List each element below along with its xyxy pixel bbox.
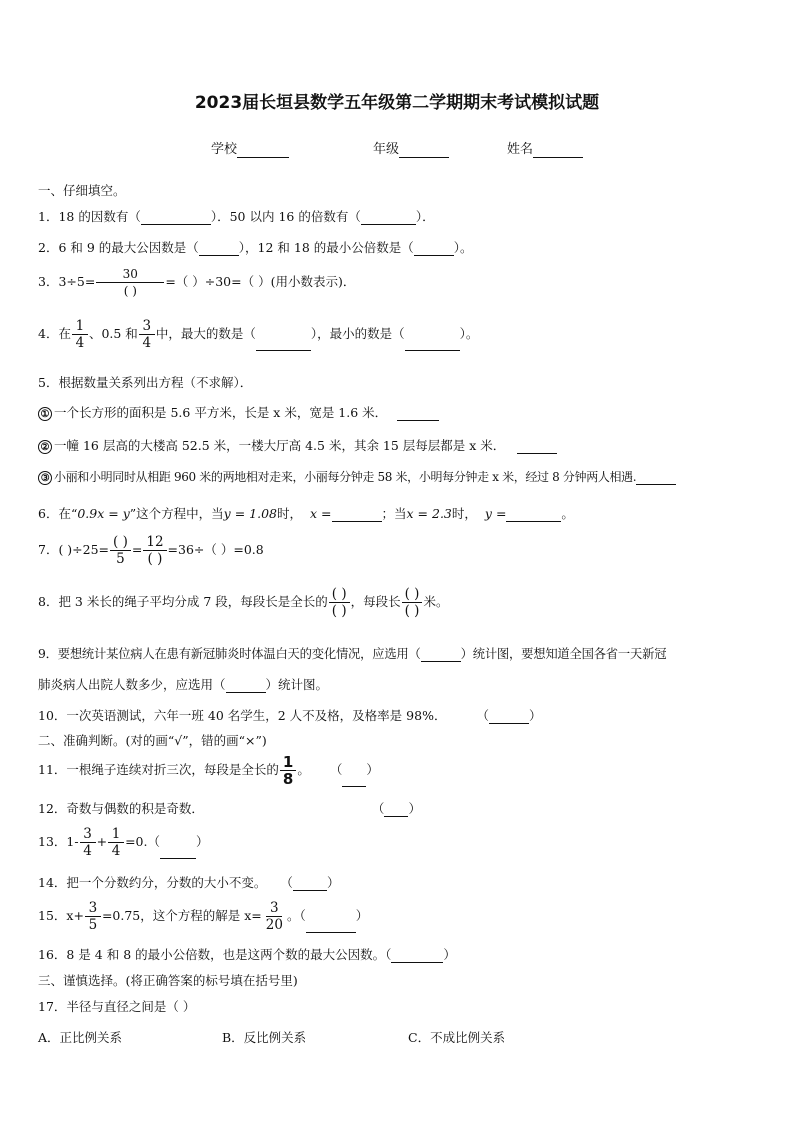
q13-f1-den: 4 bbox=[83, 843, 92, 859]
q16-paren-close: ） bbox=[443, 947, 456, 962]
q4-text-b: 、0.5 和 bbox=[88, 326, 138, 341]
q9-text-a: 9．要想统计某位病人在患有新冠肺炎时体温白天的变化情况，应选用（ bbox=[38, 647, 421, 661]
q8-text-a: 8．把 3 米长的绳子平均分成 7 段，每段长是全长的 bbox=[38, 594, 328, 609]
q1-text-b: ）．50 以内 16 的倍数有（ bbox=[210, 209, 361, 224]
q6-y-label: y = bbox=[484, 506, 507, 521]
q6-blank-2[interactable] bbox=[506, 507, 561, 522]
grade-blank[interactable] bbox=[399, 142, 449, 158]
q6-text-e: 时， bbox=[451, 506, 477, 521]
q4-text-a: 4．在 bbox=[38, 326, 71, 341]
q8-fraction-1[interactable] bbox=[329, 586, 350, 619]
question-14 bbox=[38, 875, 339, 891]
q12-paren-close: ） bbox=[408, 801, 421, 816]
q11-fraction bbox=[280, 754, 296, 787]
q5-text-2: 一幢 16 层高的大楼高 52.5 米，一楼大厅高 4.5 米，其余 15 层每层都是 x 米． bbox=[54, 438, 506, 453]
q1-blank-2[interactable] bbox=[361, 210, 416, 225]
q13-f1-num: 3 bbox=[80, 826, 96, 843]
q7-text-c: =36÷（ ）=0.8 bbox=[167, 542, 264, 557]
q3-frac-num: 30 bbox=[96, 266, 164, 283]
question-4 bbox=[38, 318, 478, 351]
question-5-item-3 bbox=[38, 469, 676, 485]
q4-blank-2[interactable] bbox=[405, 336, 460, 351]
q9-blank-1[interactable] bbox=[421, 647, 461, 662]
q8-f2-num[interactable]: ( ) bbox=[402, 586, 423, 603]
q6-text-f: 。 bbox=[561, 506, 574, 521]
q3-text-a: 3．3÷5= bbox=[38, 274, 96, 289]
section-2-heading: 二、准确判断。(对的画“√”，错的画“×”) bbox=[38, 733, 267, 748]
q3-frac-den[interactable]: ( ) bbox=[123, 284, 137, 298]
q15-text-b: =0.75，这个方程的解是 x= bbox=[101, 908, 262, 923]
q17-option-c[interactable]: C．不成比例关系 bbox=[408, 1030, 506, 1045]
q2-blank-1[interactable] bbox=[199, 241, 239, 256]
page-title: 2023届长垣县数学五年级第二学期期末考试模拟试题 bbox=[194, 93, 600, 113]
question-1 bbox=[38, 209, 435, 225]
question-9-line-1 bbox=[38, 646, 666, 662]
q15-f2-num: 3 bbox=[266, 900, 282, 917]
question-7 bbox=[38, 534, 264, 567]
q2-text-c: ）。 bbox=[453, 240, 473, 255]
q8-text-c: 米。 bbox=[423, 594, 449, 609]
name-blank[interactable] bbox=[533, 142, 583, 158]
q7-f1-den: 5 bbox=[116, 551, 125, 567]
q14-blank[interactable] bbox=[293, 876, 327, 891]
q7-f2-num: 12 bbox=[143, 534, 166, 551]
q4-f1-den: 4 bbox=[75, 335, 85, 351]
q4-text-d: ），最小的数是（ bbox=[310, 326, 405, 341]
q12-blank[interactable] bbox=[384, 802, 408, 817]
q15-f1-den: 5 bbox=[88, 917, 98, 933]
q4-f2-num: 3 bbox=[139, 318, 155, 335]
q8-f2-den[interactable]: ( ) bbox=[404, 603, 420, 619]
q15-fraction-2 bbox=[263, 900, 286, 933]
q14-paren-close: ） bbox=[326, 875, 340, 890]
q1-blank-1[interactable] bbox=[141, 210, 211, 225]
question-16 bbox=[38, 947, 456, 963]
q13-text-a: 13．1- bbox=[38, 834, 79, 849]
q5-circle-3: ③ bbox=[38, 471, 52, 485]
q15-fraction-1 bbox=[85, 900, 101, 933]
q5-blank-2[interactable] bbox=[517, 439, 557, 454]
q6-text-b: ”这个方程中，当 bbox=[129, 506, 224, 521]
question-9-line-2 bbox=[38, 677, 328, 693]
q13-f2-num: 1 bbox=[108, 826, 124, 843]
q15-blank[interactable] bbox=[306, 918, 356, 933]
q4-f1-num: 1 bbox=[72, 318, 88, 335]
question-2 bbox=[38, 240, 473, 256]
q11-paren-open: （ bbox=[329, 762, 343, 777]
q3-text-b: =（ ）÷30=（ ）(用小数表示)． bbox=[165, 274, 356, 289]
q5-circle-1: ① bbox=[38, 407, 52, 421]
q4-fraction-2 bbox=[139, 318, 155, 351]
q5-text-1: 一个长方形的面积是 5.6 平方米，长是 x 米，宽是 1.6 米． bbox=[54, 405, 388, 420]
grade-field[interactable] bbox=[373, 142, 449, 158]
q12-paren-open: （ bbox=[371, 801, 385, 816]
section-3-heading: 三、谨慎选择。(将正确答案的标号填在括号里) bbox=[38, 973, 298, 988]
q11-text-a: 11．一根绳子连续对折三次，每段是全长的 bbox=[38, 762, 279, 777]
q5-circle-2: ② bbox=[38, 440, 52, 454]
question-17-stem: 17．半径与直径之间是（ ） bbox=[38, 999, 196, 1014]
q15-text-a: 15．x+ bbox=[38, 908, 84, 923]
q7-fraction-1[interactable] bbox=[110, 534, 131, 567]
school-field[interactable] bbox=[211, 142, 289, 158]
q15-f1-num: 3 bbox=[85, 900, 101, 917]
q6-equation: 0.9x = y bbox=[77, 506, 130, 521]
q13-blank[interactable] bbox=[160, 844, 196, 859]
q7-f1-num[interactable]: ( ) bbox=[110, 534, 131, 551]
q6-y-value: y = 1.08 bbox=[223, 506, 277, 521]
q11-f-num: 1 bbox=[280, 754, 296, 771]
q11-paren-close: ） bbox=[366, 762, 379, 777]
q1-text-a: 1．18 的因数有（ bbox=[38, 209, 141, 224]
q9-text-d: ）统计图。 bbox=[265, 677, 329, 692]
q8-f1-num[interactable]: ( ) bbox=[329, 586, 350, 603]
q4-text-c: 中，最大的数是（ bbox=[155, 326, 256, 341]
q14-paren-open: （ bbox=[280, 875, 293, 890]
q14-text-a: 14．把一个分数约分，分数的大小不变。 bbox=[38, 875, 267, 890]
q12-text-a: 12．奇数与偶数的积是奇数． bbox=[38, 801, 204, 816]
q11-blank[interactable] bbox=[342, 772, 366, 787]
q5-blank-1[interactable] bbox=[397, 406, 439, 421]
q15-paren-close: ） bbox=[355, 908, 369, 923]
q8-fraction-2[interactable] bbox=[402, 586, 423, 619]
question-11 bbox=[38, 754, 379, 787]
question-3 bbox=[38, 266, 355, 299]
q7-fraction-2[interactable] bbox=[143, 534, 166, 567]
question-8 bbox=[38, 586, 448, 619]
question-13 bbox=[38, 826, 209, 859]
q4-text-e: ）。 bbox=[459, 326, 479, 341]
q7-f2-den[interactable]: ( ) bbox=[147, 551, 163, 567]
q10-paren-close: ） bbox=[528, 708, 542, 723]
q4-fraction-1 bbox=[72, 318, 88, 351]
q4-blank-1[interactable] bbox=[256, 336, 311, 351]
question-5-heading: 5．根据数量关系列出方程（不求解）． bbox=[38, 375, 253, 390]
q17-option-a[interactable]: A．正比例关系 bbox=[38, 1030, 123, 1045]
school-blank[interactable] bbox=[237, 142, 289, 158]
q13-text-b: + bbox=[96, 834, 108, 849]
q6-text-c: 时， bbox=[277, 506, 303, 521]
q4-f2-den: 4 bbox=[142, 335, 152, 351]
q13-text-c: =0.（ bbox=[125, 834, 160, 849]
question-10 bbox=[38, 708, 541, 724]
q8-text-b: ，每段长 bbox=[350, 594, 401, 609]
section-1-heading: 一、仔细填空。 bbox=[38, 183, 126, 198]
school-label: 学校 bbox=[211, 142, 238, 157]
q1-text-c: ）． bbox=[415, 209, 435, 224]
q7-text-a: 7．( )÷25= bbox=[38, 542, 110, 557]
q17-option-b[interactable]: B．反比例关系 bbox=[222, 1030, 307, 1045]
q2-blank-2[interactable] bbox=[414, 241, 454, 256]
q6-x-value: x = 2.3 bbox=[406, 506, 452, 521]
q6-x-label: x = bbox=[310, 506, 332, 521]
q6-text-a: 6．在“ bbox=[38, 506, 78, 521]
name-label: 姓名 bbox=[507, 142, 534, 157]
q8-f1-den[interactable]: ( ) bbox=[331, 603, 347, 619]
q5-blank-3[interactable] bbox=[636, 470, 676, 485]
q15-text-c: 。（ bbox=[286, 908, 306, 923]
q16-text-a: 16．8 是 4 和 8 的最小公倍数，也是这两个数的最大公因数。（ bbox=[38, 947, 392, 962]
q15-f2-den: 20 bbox=[265, 917, 283, 933]
q2-text-a: 2．6 和 9 的最大公因数是（ bbox=[38, 240, 199, 255]
question-5-item-1 bbox=[38, 405, 439, 421]
q11-f-den: 8 bbox=[282, 770, 294, 788]
q13-paren-close: ） bbox=[195, 834, 209, 849]
q9-text-c: 肺炎病人出院人数多少，应选用（ bbox=[38, 677, 226, 692]
q10-blank[interactable] bbox=[489, 709, 529, 724]
question-6 bbox=[38, 506, 574, 522]
q9-blank-2[interactable] bbox=[226, 678, 266, 693]
grade-label: 年级 bbox=[373, 142, 400, 157]
q6-blank-1[interactable] bbox=[332, 507, 382, 522]
question-5-item-2 bbox=[38, 438, 557, 454]
q6-text-d: ；当 bbox=[381, 506, 407, 521]
q5-text-3: 小丽和小明同时从相距 960 米的两地相对走来，小丽每分钟走 58 米，小明每分钟走 x 米，经过 8 分钟两人相遇. bbox=[54, 470, 637, 484]
q3-fraction[interactable] bbox=[96, 266, 164, 299]
q10-paren-open: （ bbox=[476, 708, 489, 723]
q2-text-b: ），12 和 18 的最小公倍数是（ bbox=[238, 240, 414, 255]
q13-fraction-1 bbox=[80, 826, 96, 859]
q13-fraction-2 bbox=[108, 826, 124, 859]
q16-blank[interactable] bbox=[391, 948, 443, 963]
question-15 bbox=[38, 900, 368, 933]
q7-text-b: = bbox=[131, 542, 143, 557]
q11-text-b: 。 bbox=[297, 762, 310, 777]
q10-text-a: 10．一次英语测试，六年一班 40 名学生，2 人不及格，及格率是 98%． bbox=[38, 708, 447, 723]
q9-text-b: ）统计图，要想知道全国各省一天新冠 bbox=[460, 647, 667, 661]
q13-f2-den: 4 bbox=[111, 843, 121, 859]
name-field[interactable] bbox=[507, 142, 583, 158]
question-12 bbox=[38, 801, 421, 817]
